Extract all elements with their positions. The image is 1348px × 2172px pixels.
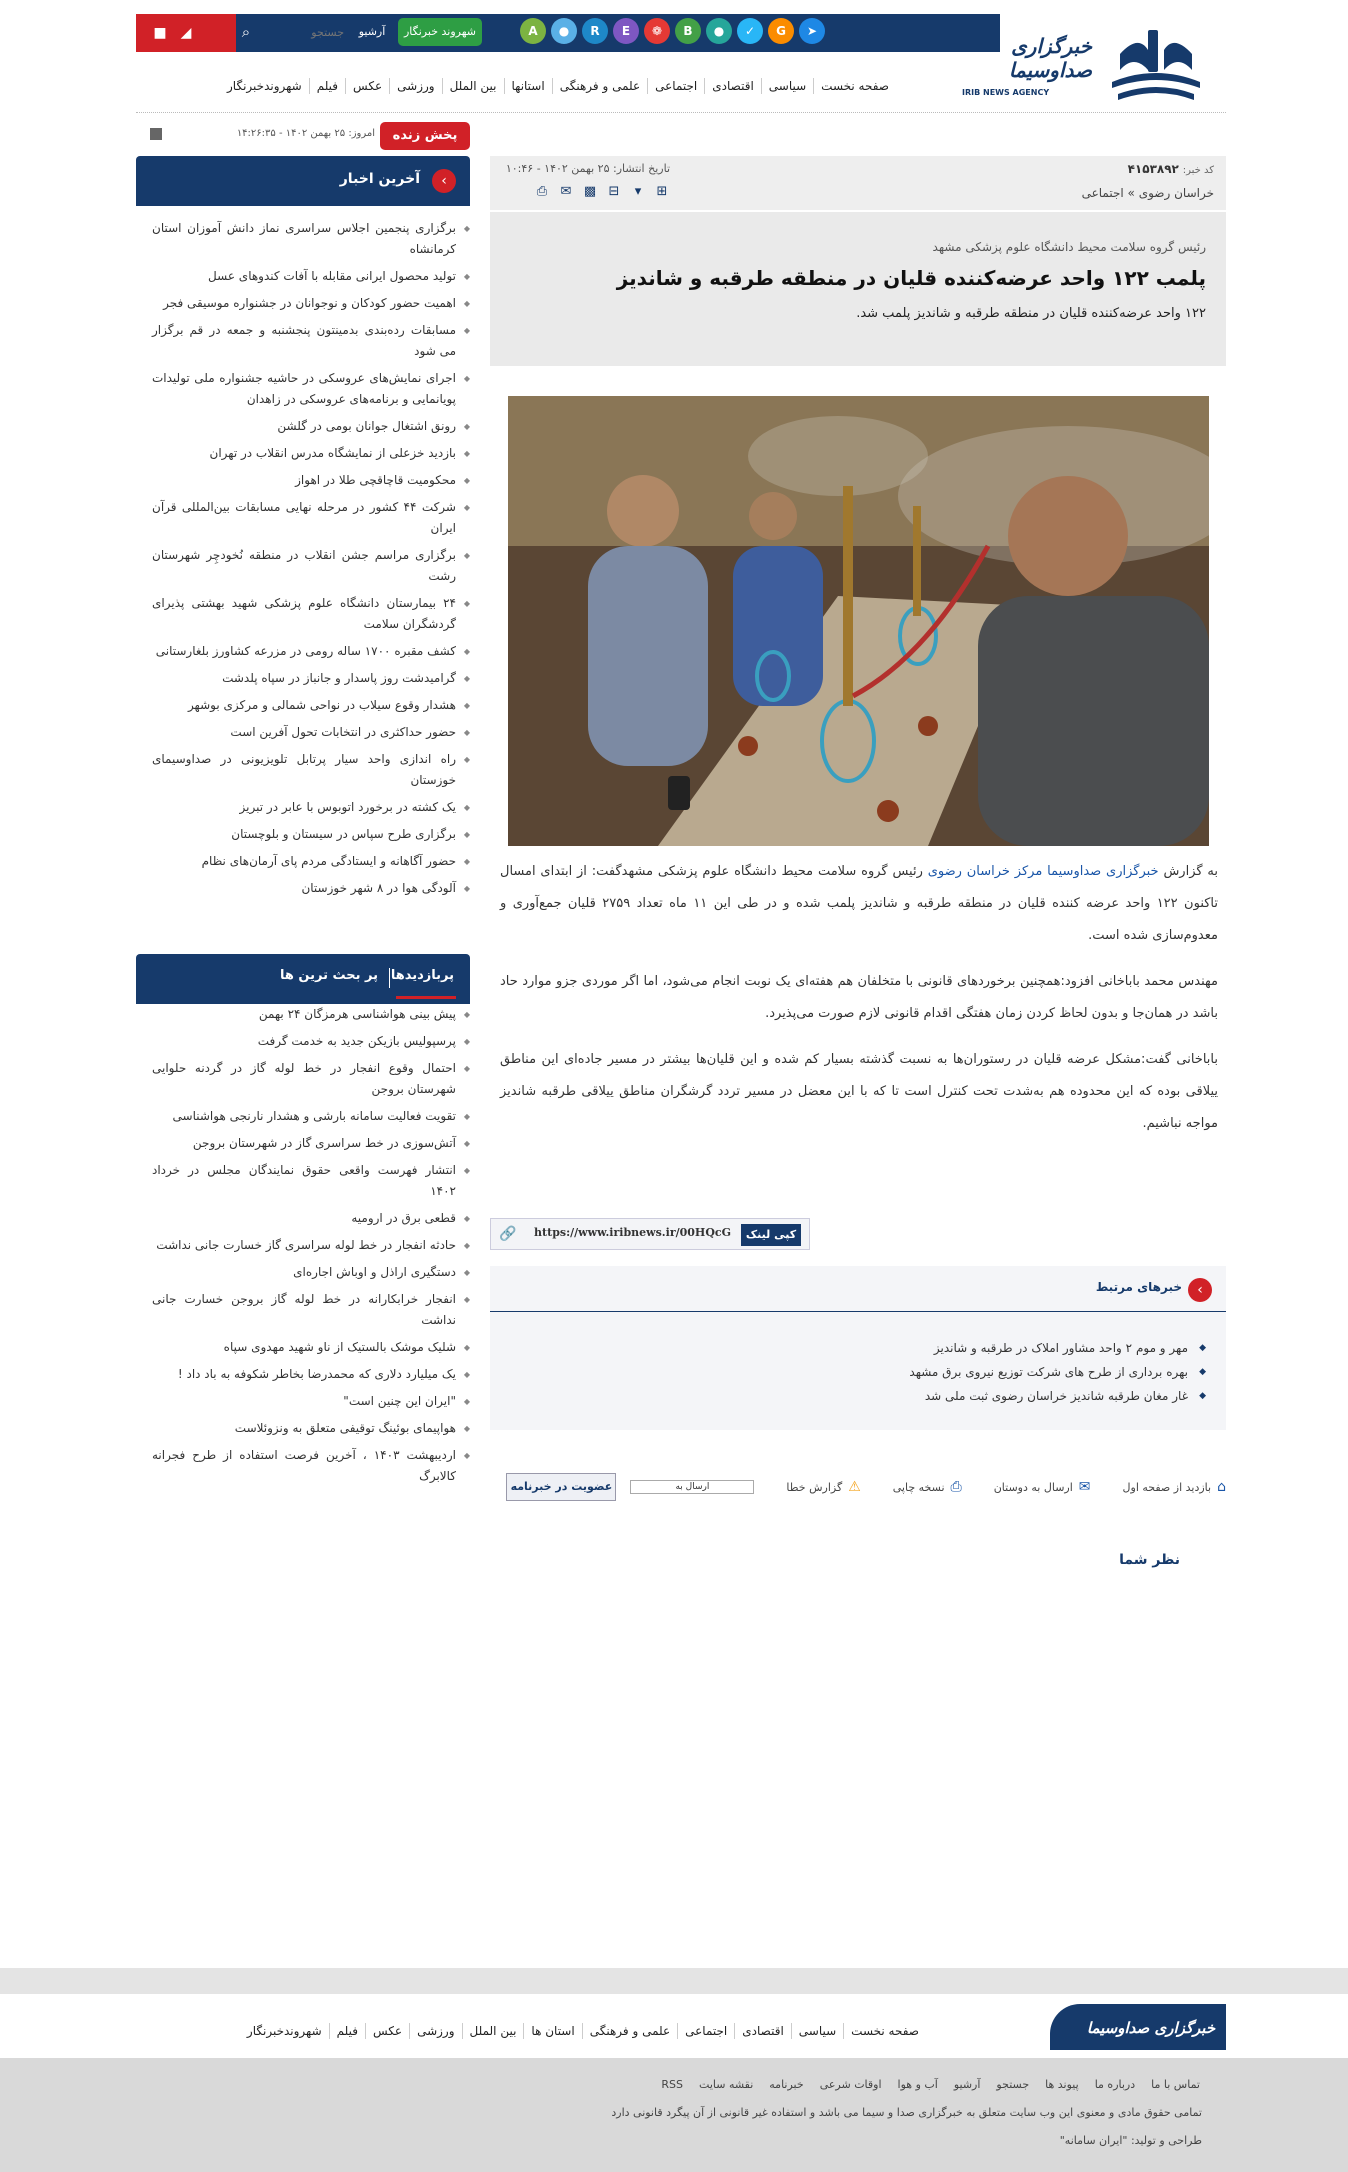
latest-news-list (152, 218, 470, 905)
popular-tabs-header (136, 954, 470, 1004)
main-nav-item[interactable]: شهروندخبرنگار (227, 79, 302, 93)
main-nav-item[interactable]: بین الملل (442, 78, 504, 94)
irib-emblem-logo[interactable] (1108, 24, 1204, 104)
latest-news-item[interactable]: ◆ هشدار وقوع سیلاب در نواحی شمالی و مرکزی بوشهر (152, 695, 470, 716)
save-icon[interactable]: ▩ (583, 184, 597, 199)
breadcrumb[interactable]: خراسان رضوی » اجتماعی (1081, 186, 1214, 200)
today-date: امروز: ۲۵ بهمن ۱۴۰۲ - ۱۴:۲۶:۳۵ (236, 128, 375, 139)
article-paragraph: مهندس محمد باباخانی افزود:همچنین برخوردهای قانونی با متخلفان هم هفته‌ای یک نوبت انجام می‌شود، اما اگر موردی جزو موارد حاد باشد در همان‌جا و بدون لحاظ کردن زمان هفتگی اقدام قانونی لازم صورت می‌پذیرد. (500, 974, 1218, 1021)
print-action-label: نسخه چاپی (892, 1480, 945, 1494)
article-supertitle: رئیس گروه سلامت محیط دانشگاه علوم پزشکی مشهد (932, 240, 1206, 254)
related-news-header (490, 1266, 1226, 1312)
main-nav-item[interactable]: ورزشی (389, 78, 441, 94)
paragraph-prefix: به گزارش (1163, 864, 1218, 879)
telegram-icon[interactable]: ➤ (799, 18, 825, 44)
brand-logo-english: IRIB NEWS AGENCY (962, 88, 1050, 97)
aparat-icon[interactable]: ❁ (644, 18, 670, 44)
copy-link-button[interactable]: کپی لینک (741, 1224, 801, 1246)
main-nav-item[interactable]: سیاسی (761, 78, 813, 94)
home-icon: ⌂ (1217, 1479, 1226, 1495)
chevron-left-icon: ‹ (1188, 1278, 1212, 1302)
article-headline: پلمب ۱۲۲ واحد عرضه‌کننده قلیان در منطقه طرقبه و شاندیز (616, 266, 1206, 290)
share-widget-label: ارسال به (675, 1482, 710, 1492)
most-viewed-item[interactable]: ◆ شلیک موشک بالستیک از ناو شهید مهدوی سپاه (152, 1337, 470, 1358)
footer-links (600, 2078, 1200, 2096)
footer-nav-item[interactable]: فیلم (329, 2023, 365, 2039)
latest-news-item[interactable]: ◆ ۲۴ بیمارستان دانشگاه علوم پزشکی شهید بهشتی پذیرای گردشگران سلامت (152, 593, 470, 635)
footer-link[interactable]: تماس با ما (1151, 2078, 1200, 2091)
footer-nav-item[interactable]: شهروندخبرنگار (246, 2024, 322, 2038)
search-icon[interactable]: ⌕ (241, 23, 251, 41)
brand-logo[interactable] (962, 34, 1092, 97)
latest-news-item[interactable]: ◆ شرکت ۴۴ کشور در مرحله نهایی مسابقات بین‌المللی قرآن ایران (152, 497, 470, 539)
email-icon[interactable]: ✉ (560, 184, 572, 199)
rss-icon[interactable]: ◢ (180, 25, 192, 41)
publish-date: تاریخ انتشار: ۲۵ بهمن ۱۴۰۲ - ۱۰:۴۶ (505, 162, 670, 175)
soroush-icon[interactable]: ✓ (737, 18, 763, 44)
footer-nav-item[interactable]: سیاسی (791, 2023, 843, 2039)
source-link[interactable]: خبرگزاری صداوسیما مرکز خراسان رضوی (927, 864, 1159, 879)
share-widget[interactable] (630, 1480, 754, 1494)
latest-news-item[interactable]: ◆ رونق اشتغال جوانان بومی در گلشن (152, 416, 470, 437)
latest-news-item[interactable]: ◆ مسابقات رده‌بندی بدمینتون پنجشنبه و جمعه در قم برگزار می شود (152, 320, 470, 362)
latest-news-header (136, 156, 470, 206)
font-size-icon[interactable]: ▾ (634, 184, 642, 199)
footer-nav-item[interactable]: عکس (365, 2023, 409, 2039)
footer-link[interactable]: پیوند ها (1045, 2078, 1079, 2091)
envelope-icon: ✉ (1078, 1479, 1091, 1495)
search-input[interactable] (262, 20, 344, 44)
article-body (500, 856, 1218, 1154)
latest-news-item[interactable]: ◆ برگزاری پنجمین اجلاس سراسری نماز دانش آموزان استان کرمانشاه (152, 218, 470, 260)
latest-news-item[interactable]: ◆ اجرای نمایش‌های عروسکی در حاشیه جشنواره ملی تولیدات پویانمایی و برنامه‌های عروسکی در زاهدان (152, 368, 470, 410)
font-increase-icon[interactable]: ⊞ (656, 184, 668, 199)
link-icon[interactable]: 🔗 (499, 1226, 517, 1242)
footer-link[interactable]: جستجو (996, 2078, 1030, 2091)
nav-separator (136, 112, 1226, 113)
live-broadcast-button[interactable]: پخش زنده (380, 122, 470, 150)
print-action[interactable] (893, 1479, 962, 1495)
most-viewed-item[interactable]: ◆ آتش‌سوزی در خط سراسری گاز در شهرستان بروجن (152, 1133, 470, 1154)
news-code-label: کد خبر: (1182, 165, 1214, 176)
footer-link[interactable]: اوقات شرعی (819, 2078, 882, 2091)
eitaa-icon[interactable]: E (613, 18, 639, 44)
latest-news-item[interactable]: ◆ محکومیت قاچاقچی طلا در اهواز (152, 470, 470, 491)
article-actions (490, 1472, 1226, 1502)
related-news-title: خبرهای مرتبط (1095, 1280, 1182, 1294)
footer-nav-item[interactable]: اقتصادی (734, 2023, 791, 2039)
main-nav-item[interactable]: علمی و فرهنگی (552, 78, 647, 94)
footer-nav-item[interactable]: استان ها (523, 2023, 581, 2039)
article-paragraph: باباخانی گفت:مشکل عرضه قلیان در رستوران‌ها به نسبت گذشته بسیار کم شده و این قلیان‌ها بیشتر در مسیر جاده‌ای این مناطق ییلاقی بوده که این محدوده هم به‌شدت تحت کنترل است تا که با این معضل در مسیر تردد گرشگران مناطق ییلاقی طرقبه شاندیز مواجه نباشیم. (500, 1052, 1218, 1131)
report-action[interactable] (786, 1479, 860, 1495)
short-link-box (490, 1218, 810, 1250)
most-viewed-item[interactable]: ◆ احتمال وقوع انفجار در خط لوله گاز در گردنه حلوایی شهرستان بروجن (152, 1058, 470, 1100)
brand-logo-text: خبرگزاری صداوسیما (1008, 34, 1092, 82)
rubika-icon[interactable]: R (582, 18, 608, 44)
most-viewed-item[interactable]: ◆ هواپیمای بوئینگ توقیفی متعلق به ونزوئلاست (152, 1418, 470, 1439)
related-news-item[interactable]: ◆ بهره برداری از طرح های شرکت توزیع نیروی برق مشهد (510, 1360, 1210, 1384)
most-viewed-item[interactable]: ◆ پرسپولیس بازیکن جدید به خدمت گرفت (152, 1031, 470, 1052)
print-icon[interactable]: ⎙ (536, 184, 548, 199)
main-nav-item[interactable]: اقتصادی (704, 78, 761, 94)
related-news-item[interactable]: ◆ غار مغان طرقبه شاندیز خراسان رضوی ثبت ملی شد (510, 1384, 1210, 1408)
igap-icon[interactable]: ● (706, 18, 732, 44)
tab-most-discussed[interactable]: پر بحث ترین ها (279, 968, 378, 983)
footer-link[interactable]: نقشه سایت (699, 2078, 754, 2091)
latest-news-item[interactable]: ◆ اهمیت حضور کودکان و نوجوانان در جشنواره موسیقی فجر (152, 293, 470, 314)
most-viewed-item[interactable]: ◆ یک میلیارد دلاری که محمدرضا بخاطر شکوفه به باد داد ! (152, 1364, 470, 1385)
most-viewed-item[interactable]: ◆ دستگیری اراذل و اوباش اجاره‌ای (152, 1262, 470, 1283)
footer-nav-item[interactable]: صفحه نخست (843, 2023, 926, 2039)
copyright-text: تمامی حقوق مادی و معنوی این وب سایت متعلق به خبرگزاری صدا و سیما می باشد و استفاده غیر قانونی از آن پیگرد قانونی دارد (611, 2106, 1202, 2119)
most-viewed-item[interactable]: ◆ قطعی برق در ارومیه (152, 1208, 470, 1229)
short-url[interactable]: https://www.iribnews.ir/00HQcG (534, 1226, 731, 1239)
latest-news-item[interactable]: ◆ یک کشته در برخورد اتوبوس با عابر در تبریز (152, 797, 470, 818)
article-photo (508, 396, 1209, 846)
report-action-label: گزارش خطا (786, 1480, 843, 1494)
related-news-item[interactable]: ◆ مهر و موم ۲ واحد مشاور املاک در طرقبه و شاندیز (510, 1336, 1210, 1360)
top-bar-user-area (136, 14, 236, 52)
gap-icon[interactable]: G (768, 18, 794, 44)
main-nav-item[interactable]: صفحه نخست (813, 78, 896, 94)
chevron-left-icon[interactable]: ‹ (432, 169, 456, 193)
lock-icon[interactable]: ■ (153, 25, 167, 41)
most-viewed-list (152, 1004, 470, 1493)
news-code (1010, 162, 1214, 180)
send-action-label: ارسال به دوستان (993, 1480, 1073, 1494)
citizen-reporter-button[interactable]: شهروند خبرنگار (398, 18, 482, 46)
most-viewed-item[interactable]: ◆ "ایران این چنین است" (152, 1391, 470, 1412)
home-action-label: بازدید از صفحه اول (1122, 1480, 1212, 1494)
main-nav (227, 72, 896, 100)
footer-link[interactable]: RSS (661, 2078, 684, 2091)
active-tab-indicator (396, 996, 456, 999)
footer-link[interactable]: آرشیو (953, 2078, 981, 2091)
main-nav-item[interactable]: عکس (345, 78, 389, 94)
latest-news-item[interactable]: ◆ راه اندازی واحد سیار پرتابل تلویزیونی در صداوسیمای خوزستان (152, 749, 470, 791)
latest-news-item[interactable]: ◆ گرامیدشت روز پاسدار و جانباز در سپاه پلدشت (152, 668, 470, 689)
article-paragraph (500, 856, 1218, 952)
latest-news-item[interactable]: ◆ بازدید خزعلی از نمایشگاه مدرس انقلاب در تهران (152, 443, 470, 464)
latest-news-item[interactable]: ◆ آلودگی هوا در ۸ شهر خوزستان (152, 878, 470, 899)
latest-news-item[interactable]: ◆ تولید محصول ایرانی مقابله با آفات کندوهای عسل (152, 266, 470, 287)
android-icon[interactable]: A (520, 18, 546, 44)
most-viewed-item[interactable]: ◆ انتشار فهرست واقعی حقوق نمایندگان مجلس در خرداد ۱۴۰۲ (152, 1160, 470, 1202)
latest-news-item[interactable]: ◆ حضور حداکثری در انتخابات تحول آفرین است (152, 722, 470, 743)
bale-icon[interactable]: B (675, 18, 701, 44)
most-viewed-item[interactable]: ◆ اردیبهشت ۱۴۰۳ ، آخرین فرصت استفاده از طرح فجرانه کالابرگ (152, 1445, 470, 1487)
latest-news-item[interactable]: ◆ برگزاری مراسم جشن انقلاب در منطقه نُخودچِر شهرستان رشت (152, 545, 470, 587)
newsletter-button[interactable]: عضویت در خبرنامه (506, 1473, 616, 1501)
most-viewed-item[interactable]: ◆ پیش بینی هواشناسی هرمزگان ۲۴ بهمن (152, 1004, 470, 1025)
most-viewed-item[interactable]: ◆ تقویت فعالیت سامانه بارشی و هشدار نارنجی هواشناسی (152, 1106, 470, 1127)
main-nav-item[interactable]: استانها (504, 78, 552, 94)
footer-link[interactable]: خبرنامه (769, 2078, 804, 2091)
most-viewed-item[interactable]: ◆ انفجار خرابکارانه در خط لوله گاز بروجن خسارت جانی نداشت (152, 1289, 470, 1331)
latest-news-item[interactable]: ◆ کشف مقبره ۱۷۰۰ ساله رومی در مزرعه کشاورز بلغارستانی (152, 641, 470, 662)
footer-logo[interactable]: خبرگزاری صداوسیما (1086, 2019, 1216, 2037)
main-nav-item[interactable]: فیلم (309, 78, 345, 94)
tab-divider (389, 968, 390, 988)
paragraph-text: رئیس گروه سلامت محیط دانشگاه علوم پزشکی مشهدگفت: از ابتدای امسال تاکنون ۱۲۲ واحد عرضه کننده قلیان در منطقه طرقبه و شاندیز پلمب شده و در طی این ۱۱ ماه تعداد ۲۷۵۹ قلیان جمع‌آوری و معدوم‌سازی شده است. (500, 864, 1219, 943)
main-nav-item[interactable]: اجتماعی (647, 78, 704, 94)
designer-credit: طراحی و تولید: "ایران سامانه" (1059, 2134, 1202, 2147)
archive-link[interactable]: آرشیو (358, 25, 386, 38)
news-code-value: ۴۱۵۳۸۹۲ (1127, 162, 1179, 176)
article-lead: ۱۲۲ واحد عرضه‌کننده قلیان در منطقه طرقبه و شاندیز پلمب شد. (856, 306, 1206, 321)
footer-link[interactable]: درباره ما (1094, 2078, 1136, 2091)
latest-news-title: آخرین اخبار (339, 171, 420, 187)
footer-link[interactable]: آب و هوا (897, 2078, 938, 2091)
most-viewed-item[interactable]: ◆ حادثه انفجار در خط لوله سراسری گاز خسارت جانی نداشت (152, 1235, 470, 1256)
font-decrease-icon[interactable]: ⊟ (608, 184, 620, 199)
latest-news-item[interactable]: ◆ حضور آگاهانه و ایستادگی مردم پای آرمان‌های نظام (152, 851, 470, 872)
latest-news-item[interactable]: ◆ برگزاری طرح سپاس در سیستان و بلوچستان (152, 824, 470, 845)
footer-nav (246, 2018, 926, 2044)
tab-most-viewed[interactable]: پربازدیدها (390, 968, 454, 983)
footer-nav-item[interactable]: علمی و فرهنگی (582, 2023, 677, 2039)
footer-nav-item[interactable]: بین الملل (462, 2023, 524, 2039)
footer-top-strip (0, 1968, 1348, 1994)
send-action[interactable] (994, 1479, 1091, 1495)
home-action[interactable] (1123, 1479, 1226, 1495)
warning-icon: ⚠ (848, 1479, 861, 1495)
app-icons (520, 18, 825, 48)
footer-nav-item[interactable]: ورزشی (409, 2023, 461, 2039)
comment-title: نظر شما (1119, 1552, 1180, 1568)
article-tools (500, 184, 670, 204)
apple-icon[interactable]: ● (551, 18, 577, 44)
footer-nav-item[interactable]: اجتماعی (677, 2023, 734, 2039)
printer-icon: ⎙ (950, 1479, 962, 1495)
related-news-list (510, 1336, 1210, 1408)
